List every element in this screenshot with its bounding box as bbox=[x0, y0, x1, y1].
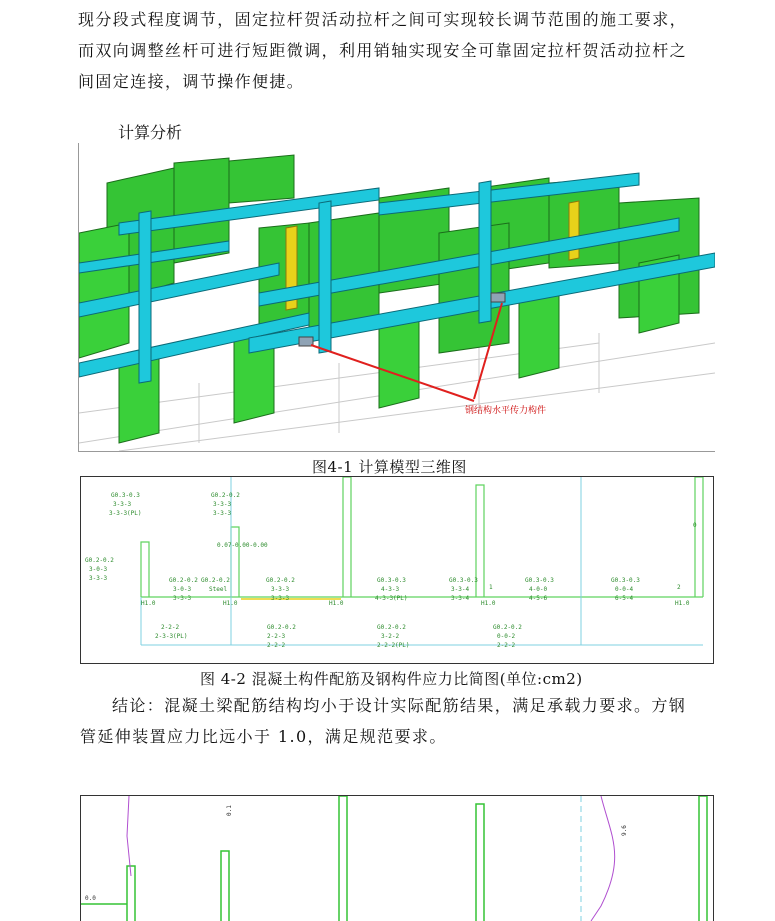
svg-text:2-2-2: 2-2-2 bbox=[267, 642, 286, 649]
svg-text:G0.3-0.3: G0.3-0.3 bbox=[611, 577, 640, 584]
svg-text:H1.0: H1.0 bbox=[481, 600, 496, 607]
yellow-column bbox=[569, 201, 579, 260]
svg-text:4-3-3(PL): 4-3-3(PL) bbox=[375, 595, 408, 602]
svg-text:G0.2-0.2: G0.2-0.2 bbox=[169, 577, 198, 584]
value-label: 9.6 bbox=[621, 825, 628, 836]
svg-text:G0.3-0.3: G0.3-0.3 bbox=[111, 492, 140, 499]
svg-text:2-3-3(PL): 2-3-3(PL) bbox=[155, 633, 188, 640]
members bbox=[81, 796, 707, 921]
text-line: 间固定连接，调节操作便捷。 bbox=[78, 72, 305, 91]
svg-text:3-3-3(PL): 3-3-3(PL) bbox=[109, 510, 142, 517]
value-label: 0.1 bbox=[226, 805, 233, 816]
steel-connector bbox=[299, 337, 313, 346]
figure-partial-diagram bbox=[80, 795, 714, 921]
svg-text:3-2-2: 3-2-2 bbox=[381, 633, 400, 640]
schematic-labels bbox=[85, 492, 697, 649]
svg-text:1: 1 bbox=[489, 584, 493, 591]
body-text bbox=[78, 4, 718, 97]
svg-text:4-0-0: 4-0-0 bbox=[529, 586, 548, 593]
svg-text:6-5-4: 6-5-4 bbox=[615, 595, 634, 602]
partial-schematic bbox=[81, 796, 713, 921]
svg-text:G0.2-0.2: G0.2-0.2 bbox=[201, 577, 230, 584]
figure-reinforcement-diagram bbox=[80, 476, 714, 664]
schematic bbox=[81, 477, 713, 663]
svg-text:3-3-3: 3-3-3 bbox=[271, 586, 290, 593]
svg-text:3-3-3: 3-3-3 bbox=[271, 595, 290, 602]
svg-text:3-3-3: 3-3-3 bbox=[213, 510, 232, 517]
deflection-curve bbox=[127, 796, 131, 876]
svg-text:3-3-4: 3-3-4 bbox=[451, 595, 470, 602]
svg-text:3-3-4: 3-3-4 bbox=[451, 586, 470, 593]
text-line: 管延伸装置应力比远小于 1.0，满足规范要求。 bbox=[80, 727, 447, 746]
svg-text:3-3-3: 3-3-3 bbox=[89, 575, 108, 582]
svg-text:G0.2-0.2: G0.2-0.2 bbox=[266, 577, 295, 584]
steel-connector bbox=[491, 293, 505, 302]
svg-text:G0.2-0.2: G0.2-0.2 bbox=[267, 624, 296, 631]
svg-text:0: 0 bbox=[693, 522, 697, 529]
svg-text:3-3-3: 3-3-3 bbox=[213, 501, 232, 508]
svg-text:4-5-6: 4-5-6 bbox=[529, 595, 548, 602]
svg-text:G0.3-0.3: G0.3-0.3 bbox=[449, 577, 478, 584]
svg-text:2-2-2(PL): 2-2-2(PL) bbox=[377, 642, 410, 649]
svg-text:G0.2-0.2: G0.2-0.2 bbox=[493, 624, 522, 631]
deflection-curve bbox=[591, 796, 615, 921]
svg-text:H1.0: H1.0 bbox=[675, 600, 690, 607]
conclusion-text bbox=[80, 690, 720, 752]
svg-text:4-3-3: 4-3-3 bbox=[381, 586, 400, 593]
annotation-label: 钢结构水平传力构件 bbox=[465, 406, 547, 416]
svg-text:G0.2-0.2: G0.2-0.2 bbox=[85, 557, 114, 564]
figure-3d-model bbox=[78, 143, 715, 452]
svg-text:G0.2-0.2: G0.2-0.2 bbox=[211, 492, 240, 499]
svg-text:0.07-0.00-0.00: 0.07-0.00-0.00 bbox=[217, 542, 268, 549]
text-line: 结论：混凝土梁配筋结构均小于设计实际配筋结果，满足承载力要求。方钢 bbox=[112, 696, 687, 715]
section-heading: 计算分析 bbox=[118, 123, 183, 142]
svg-text:3-0-3: 3-0-3 bbox=[173, 586, 192, 593]
text-line: 而双向调整丝杆可进行短距微调，利用销轴实现安全可靠固定拉杆贺活动拉杆之 bbox=[78, 41, 688, 60]
svg-text:2: 2 bbox=[677, 584, 681, 591]
svg-text:H1.0: H1.0 bbox=[329, 600, 344, 607]
svg-text:H1.0: H1.0 bbox=[223, 600, 238, 607]
svg-text:G0.3-0.3: G0.3-0.3 bbox=[377, 577, 406, 584]
svg-text:2-2-3: 2-2-3 bbox=[267, 633, 286, 640]
text-line: 现分段式程度调节，固定拉杆贺活动拉杆之间可实现较长调节范围的施工要求， bbox=[78, 10, 688, 29]
svg-text:0-0-2: 0-0-2 bbox=[497, 633, 516, 640]
svg-text:3-0-3: 3-0-3 bbox=[89, 566, 108, 573]
model-illustration bbox=[79, 143, 715, 451]
svg-text:Steel: Steel bbox=[209, 586, 228, 593]
figure-caption: 图 4-2 混凝土构件配筋及钢构件应力比简图(单位:cm2) bbox=[200, 670, 583, 688]
svg-text:G0.2-0.2: G0.2-0.2 bbox=[377, 624, 406, 631]
svg-text:3-3-3: 3-3-3 bbox=[113, 501, 132, 508]
svg-text:G0.3-0.3: G0.3-0.3 bbox=[525, 577, 554, 584]
figure-caption: 图4-1 计算模型三维图 bbox=[312, 458, 467, 476]
svg-text:3-3-3: 3-3-3 bbox=[173, 595, 192, 602]
svg-text:0-0-4: 0-0-4 bbox=[615, 586, 634, 593]
svg-text:2-2-2: 2-2-2 bbox=[161, 624, 180, 631]
svg-text:H1.0: H1.0 bbox=[141, 600, 156, 607]
svg-text:2-2-2: 2-2-2 bbox=[497, 642, 516, 649]
value-label: 0.0 bbox=[85, 895, 96, 902]
